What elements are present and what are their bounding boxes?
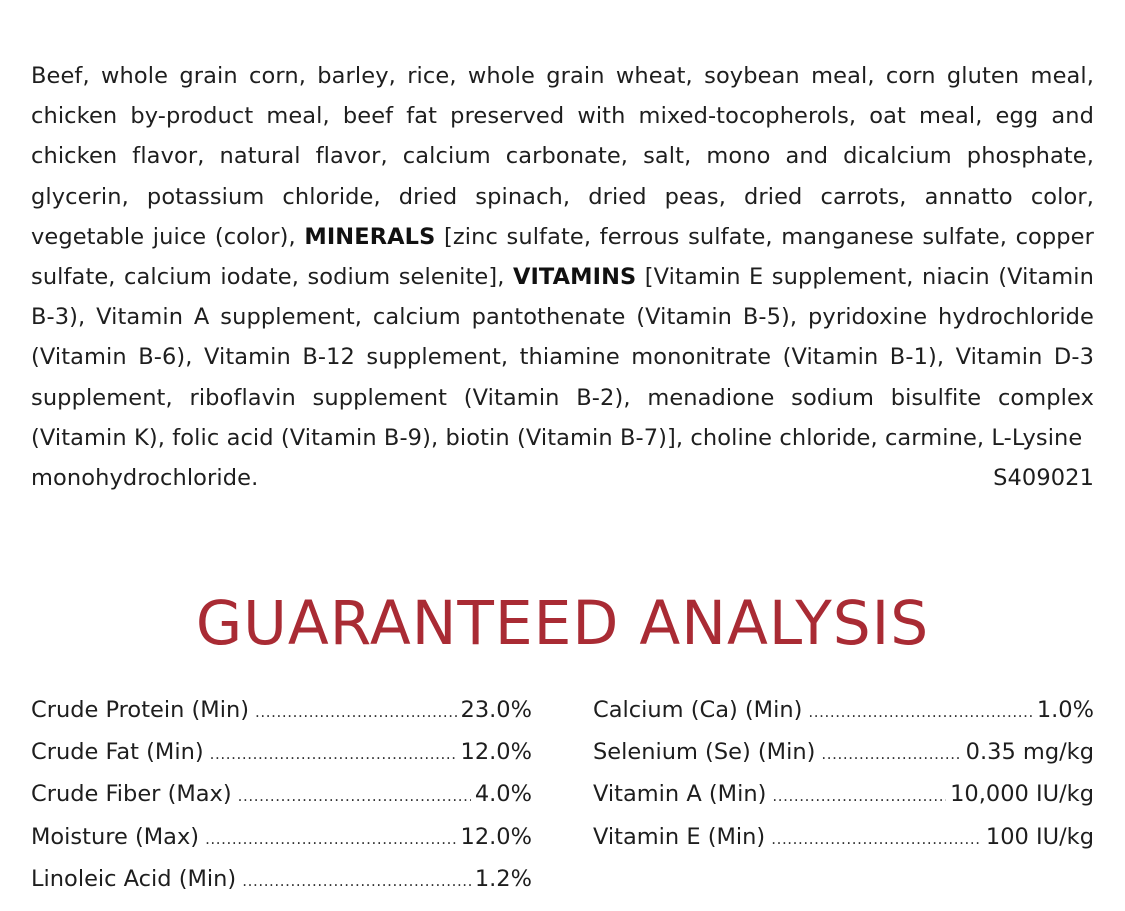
analysis-label: Crude Fat (Min): [31, 739, 204, 766]
analysis-label: Selenium (Se) (Min): [593, 739, 816, 766]
analysis-row: [31, 690, 532, 732]
analysis-label: Moisture (Max): [31, 823, 200, 850]
analysis-value: 4.0%: [474, 781, 532, 808]
analysis-label: Linoleic Acid (Min): [31, 865, 237, 892]
analysis-value: 12.0%: [460, 823, 532, 850]
analysis-value: 1.0%: [1036, 697, 1094, 723]
ingredients-text-2: [zinc sulfate, ferrous sulfate, manganese sulfate, copper sulfate, calcium iodate, sodium selenite],: [31, 223, 1094, 291]
product-code: S409021: [993, 465, 1094, 492]
dot-leader: [808, 692, 1032, 732]
analysis-column-right: [593, 690, 1094, 859]
ingredients-body: [31, 56, 1094, 458]
ingredients-text-end: monohydrochloride.: [31, 465, 259, 492]
dot-leader: [772, 776, 946, 816]
dot-leader: [242, 861, 471, 901]
analysis-value: 10,000 IU/kg: [950, 781, 1094, 808]
dot-leader: [821, 734, 961, 774]
ingredients-last-line: [31, 458, 1094, 498]
analysis-label: Crude Protein (Min): [31, 697, 250, 723]
analysis-value: 12.0%: [460, 739, 532, 766]
analysis-label: Vitamin E (Min): [593, 823, 766, 850]
analysis-label: Crude Fiber (Max): [31, 781, 232, 808]
analysis-row: [31, 732, 532, 774]
analysis-value: 100 IU/kg: [985, 823, 1094, 850]
analysis-value: 1.2%: [474, 865, 532, 892]
analysis-column-left: [31, 690, 532, 901]
analysis-label: Vitamin A (Min): [593, 781, 767, 808]
dot-leader: [238, 776, 471, 816]
vitamins-label: VITAMINS: [512, 264, 637, 291]
dot-leader: [771, 819, 982, 859]
ingredients-list: [31, 56, 1094, 498]
analysis-row: [593, 732, 1094, 774]
analysis-value: 0.35 mg/kg: [965, 739, 1094, 766]
dot-leader: [255, 692, 457, 732]
guaranteed-analysis-heading: GUARANTEED ANALYSIS: [195, 588, 930, 659]
analysis-row: [593, 690, 1094, 732]
ingredients-text-3: [Vitamin E supplement, niacin (Vitamin B-3), Vitamin A supplement, calcium pantothenate (Vitamin B-5), pyridoxine hydrochloride (Vitamin B-6), Vitamin B-12 supplement, thiamine mononitrate (Vitamin B-1), Vitamin D-3 supplement, riboflavin supplement (Vitamin B-2), menadione sodium bisulfite complex (Vitamin K), folic acid (Vitamin B-9), biotin (Vitamin B-7)], choline chloride, carmine, L-Lysine: [31, 264, 1094, 451]
dot-leader: [210, 734, 457, 774]
dot-leader: [205, 819, 456, 859]
ingredients-text-1: Beef, whole grain corn, barley, rice, whole grain wheat, soybean meal, corn gluten meal, chicken by-product meal, beef fat preserved with mixed-tocopherols, oat meal, egg and chicken flavor, natural flavor, calcium carbonate, salt, mono and dicalcium phosphate, glycerin, potassium chloride, dried spinach, dried peas, dried carrots, annatto color, vegetable juice (color),: [31, 63, 1094, 250]
analysis-label: Calcium (Ca) (Min): [593, 697, 803, 723]
analysis-row: [593, 774, 1094, 816]
minerals-label: MINERALS: [304, 223, 436, 250]
analysis-value: 23.0%: [460, 697, 532, 723]
analysis-row: [31, 859, 532, 901]
analysis-row: [31, 774, 532, 816]
analysis-row: [593, 817, 1094, 859]
analysis-row: [31, 817, 532, 859]
